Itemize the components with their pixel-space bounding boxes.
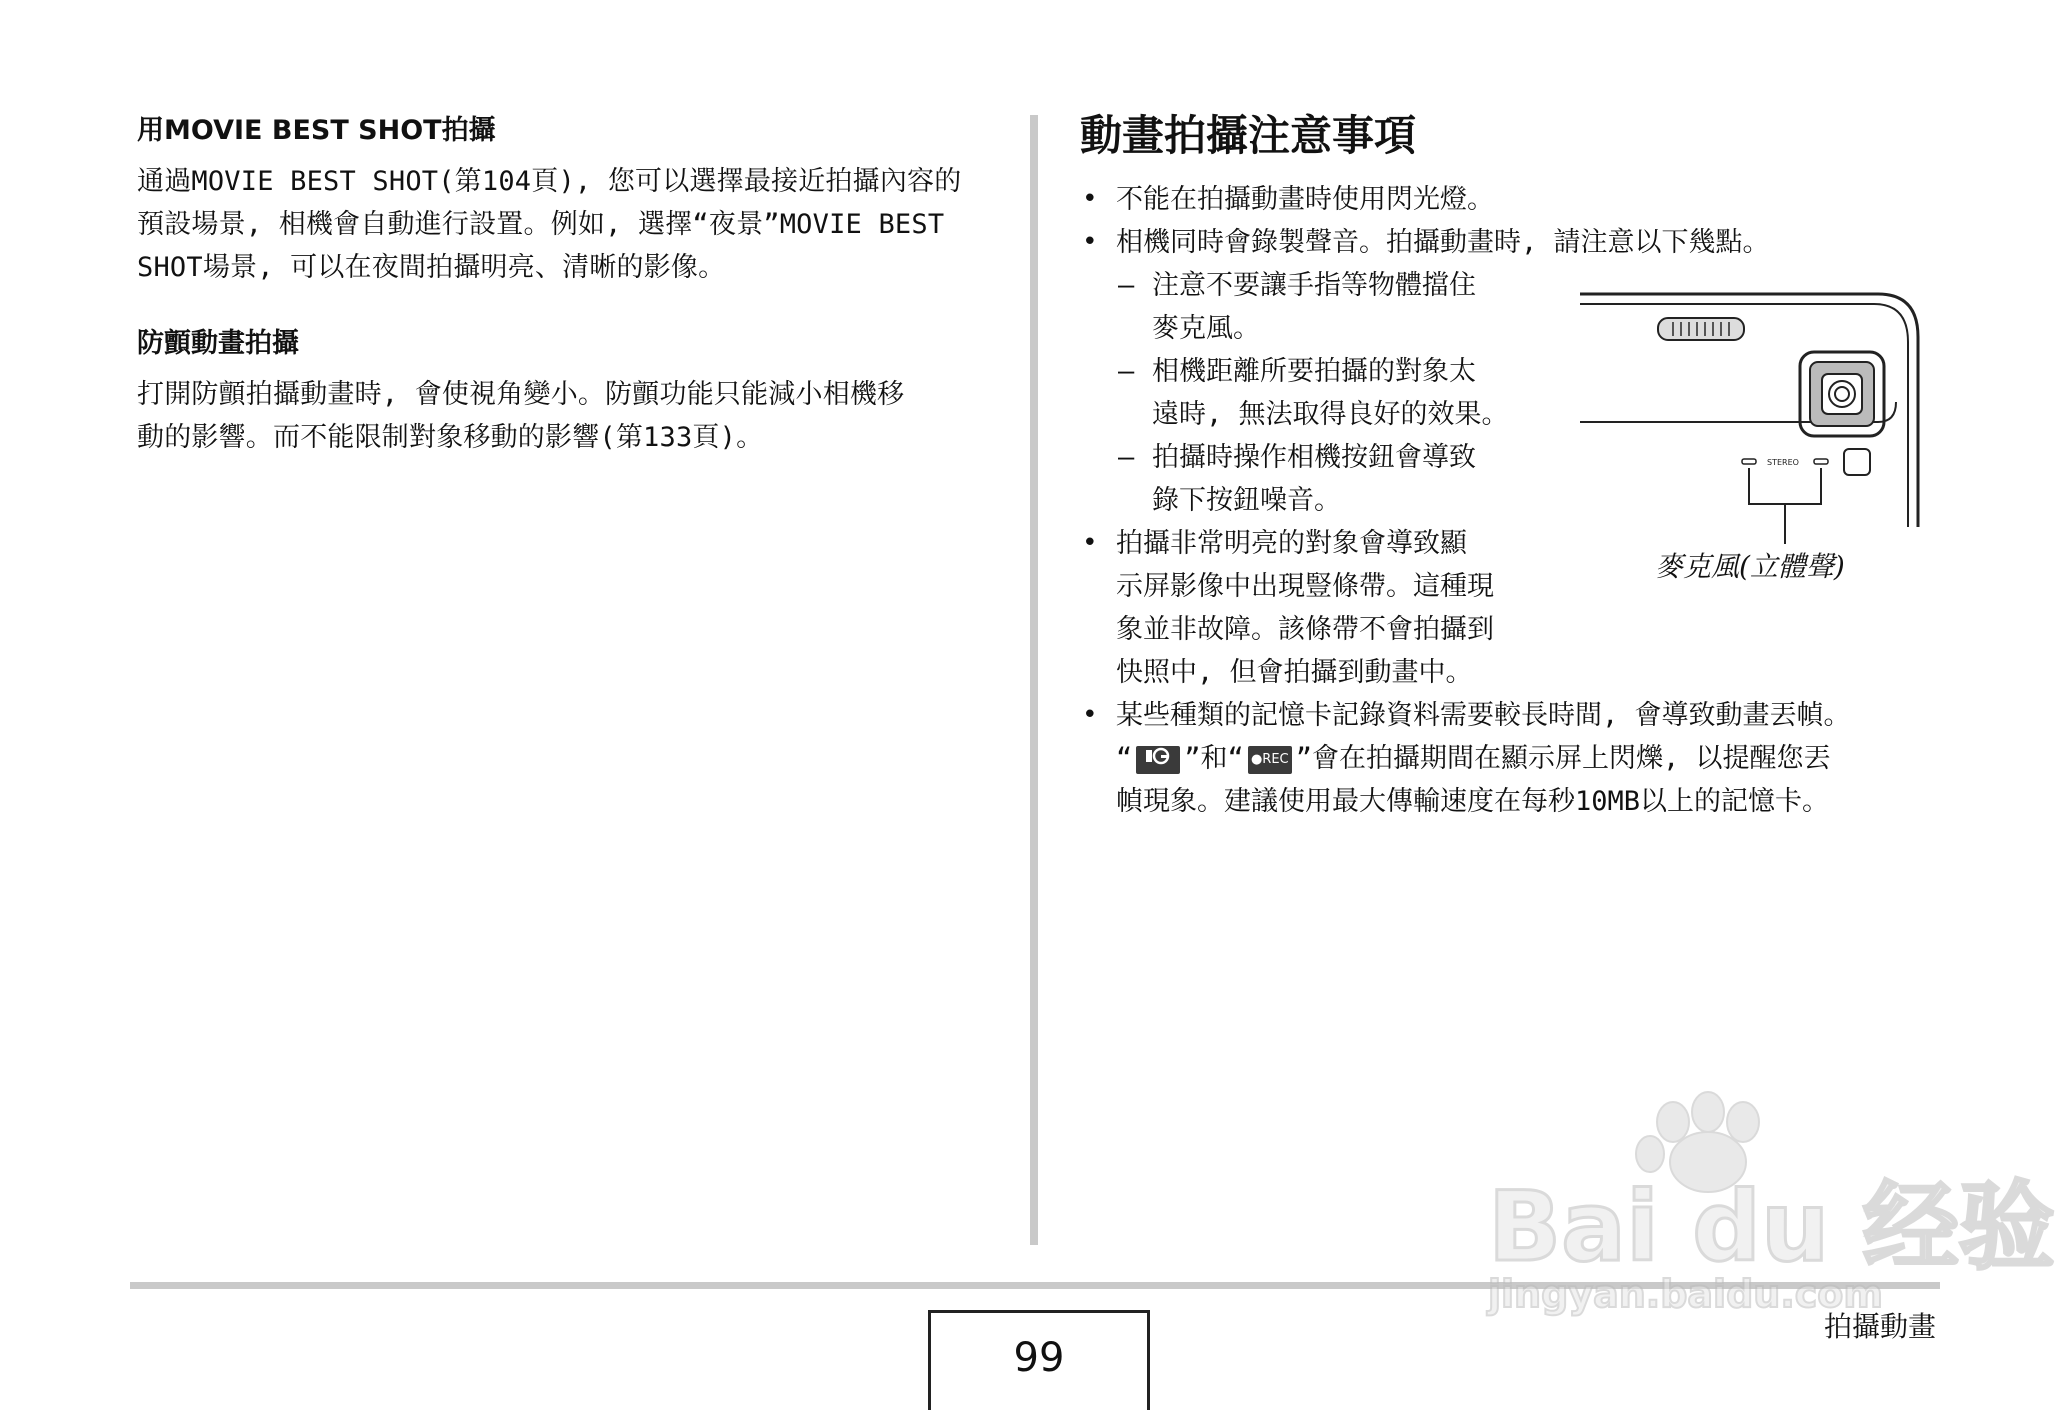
- sub-line: 注意不要讓手指等物體擋住: [1152, 270, 1476, 301]
- rec-icon: ●REC: [1248, 746, 1292, 774]
- frame-drop-icon: [1136, 746, 1180, 774]
- quote-mark: “: [1116, 743, 1133, 774]
- item-line: 示屏影像中出現豎條帶。這種現: [1116, 571, 1494, 602]
- paragraph-line: 預設場景, 相機會自動進行設置。例如, 選擇“夜景”MOVIE BEST: [137, 209, 945, 240]
- microphone-caption: 麥克風(立體聲): [1655, 550, 1845, 583]
- camera-illustration: [1578, 282, 1924, 527]
- section-heading-anti-shake: 防顫動畫拍攝: [137, 328, 299, 359]
- list-item: • 不能在拍攝動畫時使用閃光燈。: [1080, 178, 1940, 221]
- list-item: [1080, 522, 1556, 694]
- item-line: ”會在拍攝期間在顯示屏上閃爍, 以提醒您丟: [1295, 743, 1831, 774]
- list-item: [1080, 694, 1940, 823]
- item-line: 象並非故障。該條帶不會拍攝到: [1116, 614, 1494, 645]
- sub-list-item: [1116, 264, 1562, 350]
- sub-line: 遠時, 無法取得良好的效果。: [1152, 399, 1509, 430]
- paragraph-line: 動的影響。而不能限制對象移動的影響(第133頁)。: [137, 422, 764, 453]
- sub-line: 錄下按鈕噪音。: [1152, 485, 1341, 516]
- left-column: [137, 112, 977, 459]
- column-divider: [1030, 115, 1038, 1245]
- stereo-label: STEREO: [1767, 458, 1799, 467]
- sub-list-item: [1116, 436, 1562, 522]
- item-line: 幀現象。建議使用最大傳輸速度在每秒10MB以上的記憶卡。: [1116, 786, 1830, 817]
- footer-section-label: 拍攝動畫: [1823, 1310, 1936, 1343]
- sub-list-item: [1116, 350, 1562, 436]
- watermark-url: jingyan.baidu.com: [1488, 1272, 1883, 1316]
- watermark-brand: Bai du 经验: [1488, 1171, 2055, 1283]
- page-title: 動畫拍攝注意事項: [1080, 111, 1417, 160]
- sub-line: 相機距離所要拍攝的對象太: [1152, 356, 1476, 387]
- paragraph-line: 打開防顫拍攝動畫時, 會使視角變小。防顫功能只能減小相機移: [137, 379, 905, 410]
- paragraph-line: SHOT場景, 可以在夜間拍攝明亮、清晰的影像。: [137, 252, 726, 283]
- sub-line: 麥克風。: [1152, 313, 1260, 344]
- list-item-text: 相機同時會錄製聲音。拍攝動畫時, 請注意以下幾點。: [1116, 227, 1770, 258]
- page-number-box: [928, 1310, 1150, 1410]
- section-heading-movie-best-shot: 用MOVIE BEST SHOT拍攝: [137, 115, 496, 146]
- item-line: 某些種類的記憶卡記錄資料需要較長時間, 會導致動畫丟幀。: [1116, 700, 1851, 731]
- item-line: 快照中, 但會拍攝到動畫中。: [1116, 657, 1473, 688]
- item-line: 拍攝非常明亮的對象會導致顯: [1116, 528, 1467, 559]
- quote-mark: ”和“: [1184, 743, 1244, 774]
- sub-line: 拍攝時操作相機按鈕會導致: [1152, 442, 1476, 473]
- page-number: 99: [1013, 1335, 1065, 1381]
- baidu-watermark-logo: [1468, 1092, 2055, 1322]
- paragraph-line: 通過MOVIE BEST SHOT(第104頁), 您可以選擇最接近拍攝內容的: [137, 166, 962, 197]
